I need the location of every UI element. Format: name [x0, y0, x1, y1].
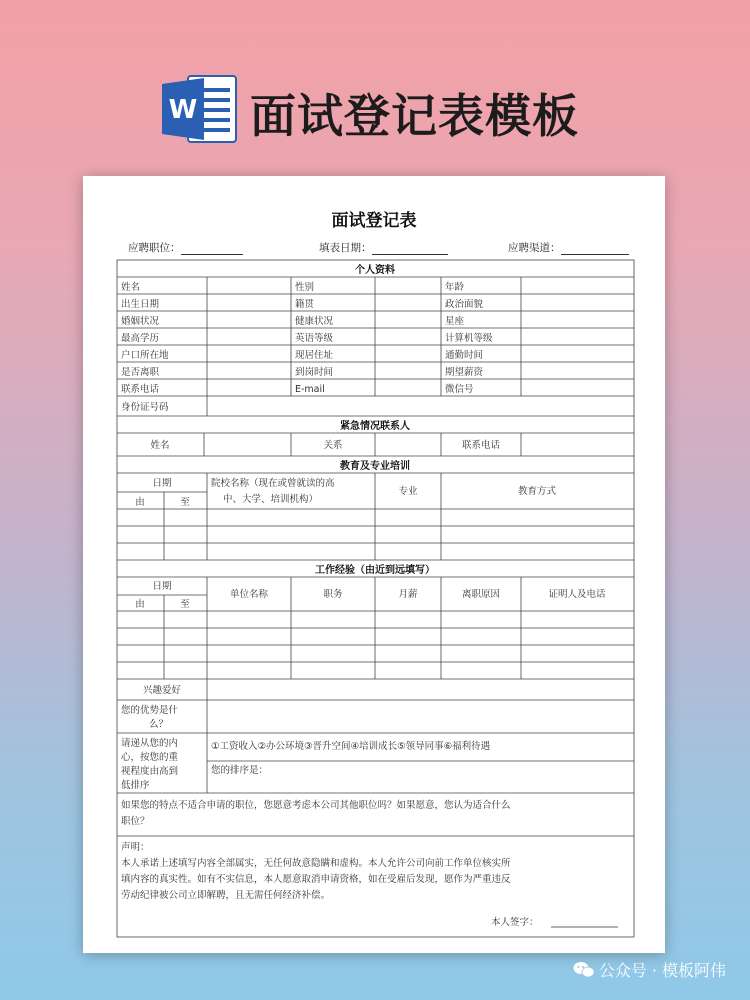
form-sheet — [83, 176, 665, 953]
logo-letter: W — [168, 95, 198, 125]
work-company-label: 单位名称 — [229, 589, 269, 600]
work-reference-label: 证明人及电话 — [548, 589, 606, 600]
work-salary-label: 月薪 — [398, 589, 418, 600]
date-label: 填表日期： — [319, 242, 372, 254]
edu-school-label-2: 中、大学、培训机构） — [223, 494, 319, 505]
label-gender: 性别 — [295, 282, 315, 293]
watermark — [573, 958, 726, 981]
section-work: 工作经验（由近到远填写） — [315, 565, 435, 576]
label-computer-level: 计算机等级 — [445, 333, 493, 344]
work-from-label: 由 — [135, 599, 145, 610]
label-hukou: 户口所在地 — [121, 350, 169, 361]
label-wechat: 微信号 — [445, 384, 474, 395]
ranking-label-3: 视程度由高到 — [121, 766, 179, 777]
document-title: 面试登记表 — [331, 211, 417, 231]
position-label: 应聘职位： — [128, 242, 181, 254]
ranking-options: ①工资收入②办公环境③晋升空间④培训成长⑤领导同事⑥福利待遇 — [211, 741, 491, 752]
watermark-text: 公众号 · 模板阿伟 — [598, 961, 726, 980]
emergency-relation-label: 关系 — [323, 440, 343, 451]
section-education: 教育及专业培训 — [340, 461, 410, 472]
edu-to-label: 至 — [180, 497, 190, 508]
advantage-label-2: 么？ — [149, 719, 169, 730]
emergency-name-label: 姓名 — [150, 440, 170, 451]
reassign-question-1: 如果您的特点不适合申请的职位，您愿意考虑本公司其他职位吗？如果愿意，您认为适合什么 — [121, 800, 511, 811]
edu-major-label: 专业 — [398, 486, 418, 497]
label-age: 年龄 — [445, 282, 465, 293]
ranking-label-2: 心，按您的重 — [121, 752, 179, 763]
word-document-icon — [160, 74, 238, 144]
emergency-phone-label: 联系电话 — [461, 440, 501, 451]
label-zodiac: 星座 — [445, 316, 465, 327]
edu-school-label-1: 院校名称（现在或曾就读的高 — [211, 478, 335, 489]
label-name: 姓名 — [121, 282, 141, 293]
section-personal: 个人资料 — [355, 265, 395, 276]
work-date-label: 日期 — [152, 581, 172, 592]
label-expected-salary: 期望薪资 — [445, 367, 484, 378]
label-commute-time: 通勤时间 — [445, 350, 484, 361]
label-email: E-mail — [295, 384, 325, 395]
declaration-line-1: 本人承诺上述填写内容全部属实，无任何故意隐瞒和虚构。本人允许公司向前工作单位核实所 — [121, 858, 511, 869]
ranking-answer-label: 您的排序是： — [211, 765, 269, 776]
section-emergency: 紧急情况联系人 — [340, 421, 410, 432]
declaration-line-2: 填内容的真实性。如有不实信息，本人愿意取消申请资格，如在受雇后发现，愿作为严重违反 — [121, 874, 511, 885]
work-to-label: 至 — [180, 599, 190, 610]
label-native-place: 籍贯 — [295, 299, 315, 310]
declaration-title: 声明： — [121, 842, 150, 853]
label-marital-status: 婚姻状况 — [121, 316, 160, 327]
label-resigned: 是否离职 — [121, 367, 160, 378]
interview-form-table — [83, 176, 665, 953]
label-start-date: 到岗时间 — [295, 367, 334, 378]
label-current-address: 现居住址 — [295, 350, 334, 361]
work-role-label: 职务 — [323, 589, 343, 600]
label-phone: 联系电话 — [121, 384, 160, 395]
work-reason-label: 离职原因 — [461, 589, 501, 600]
ranking-label-1: 请递从您的内 — [121, 738, 179, 749]
label-english-level: 英语等级 — [295, 333, 334, 344]
channel-label: 应聘渠道： — [508, 242, 561, 254]
wechat-icon — [573, 961, 595, 979]
ranking-label-4: 低排序 — [121, 780, 150, 791]
reassign-question-2: 职位？ — [121, 816, 150, 827]
label-education-level: 最高学历 — [121, 333, 160, 344]
label-political-status: 政治面貌 — [445, 299, 484, 310]
signature-label: 本人签字： — [491, 917, 539, 928]
edu-date-label: 日期 — [152, 478, 172, 489]
declaration-line-3: 劳动纪律被公司立即解聘，且无需任何经济补偿。 — [121, 890, 331, 901]
edu-method-label: 教育方式 — [517, 486, 557, 497]
banner-title: 面试登记表模板 — [250, 89, 579, 143]
edu-from-label: 由 — [135, 497, 145, 508]
advantage-label-1: 您的优势是什 — [121, 705, 179, 716]
hobby-label: 兴趣爱好 — [142, 685, 182, 696]
label-birth-date: 出生日期 — [121, 299, 160, 310]
label-health: 健康状况 — [295, 316, 334, 327]
label-id-number: 身份证号码 — [121, 402, 169, 413]
